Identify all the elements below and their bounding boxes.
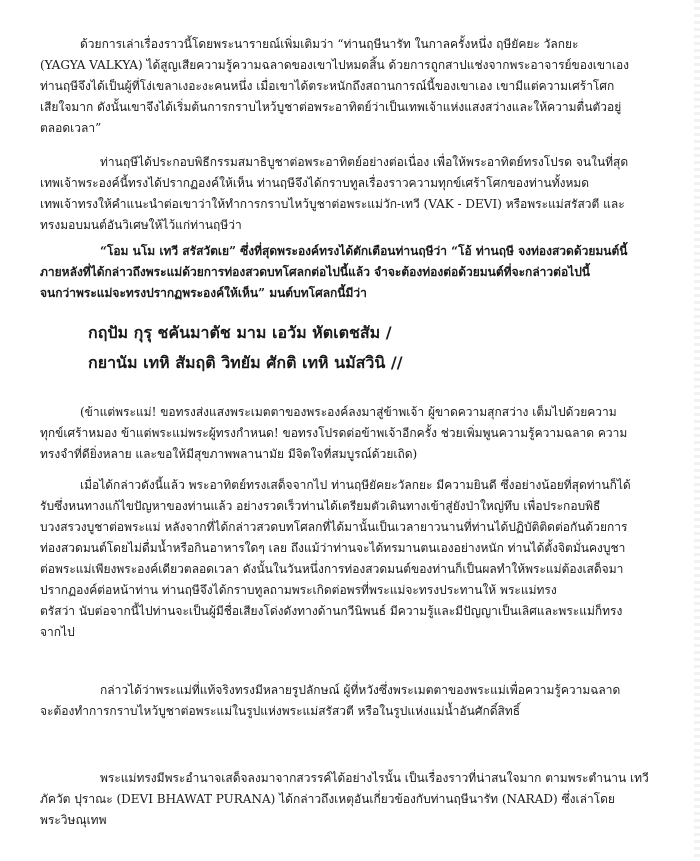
- paragraph-5: [40, 475, 680, 643]
- text-line: จะต้องทำการกราบไหว้บูชาต่อพระแม่ในรูปแห่งพระแม่สรัสวตี หรือในรูปแห่งแม่น้ำอันศักดิ์สิทธิ์: [40, 704, 521, 718]
- text-line: ทุกข์เศร้าหมอง ข้าแต่พระแม่พระผู้ทรงกำหนด! ขอทรงโปรดต่อข้าพเจ้าอีกครั้ง ช่วยเพิ่มพูนความรู้ความฉลาด ความ: [40, 426, 628, 440]
- text-line: ปรากฏองค์ต่อหน้าท่าน ท่านฤษีจึงได้กราบทูลถามพระเกิดต่อพรที่พระแม่จะทรงประทานให้ พระแม่ทรง: [40, 583, 557, 597]
- text-line: จากไป: [40, 625, 75, 639]
- text-line: ด้วยการเล่าเรื่องราวนี้โดยพระนารายณ์เพิ่มเติมว่า “ท่านฤษีนารัท ในกาลครั้งหนึ่ง ฤษียัคยะ วัลกยะ: [80, 37, 579, 51]
- mantra-line-1: กฤปัม กุรุ ชคันมาตัช มาม เอวัม หัตเตชสัม /: [88, 323, 392, 342]
- paragraph-7: [40, 768, 680, 831]
- text-line: ทรงมอบมนต์อันวิเศษให้ไว้แก่ท่านฤษีว่า: [40, 218, 242, 232]
- paragraph-6: [40, 680, 680, 722]
- text-line: ตรัสว่า นับต่อจากนี้ไปท่านจะเป็นผู้มีชื่อเสียงโด่งดังทางด้านกวีนิพนธ์ มีความรู้และมีปัญญาเป็นเลิศและพระแม่ก็ทรง: [40, 604, 623, 618]
- text-line: เมื่อได้กล่าวดังนี้แล้ว พระอาทิตย์ทรงเสด็จจากไป ท่านฤษียัคยะวัลกยะ มีความยินดี ซึ่งอย่างน้อยที่สุดท่านก็ได้: [80, 478, 631, 492]
- text-line: ท่องสวดมนต์โดยไม่ดื่มน้ำหรือกินอาหารใดๆ เลย ถึงแม้ว่าท่านจะได้ทรมานตนเองอย่างหนัก ท่านได้ตั้งจิตมั่นคงบูชา: [40, 541, 626, 555]
- text-line: (ข้าแต่พระแม่! ขอทรงส่งแสงพระเมตตาของพระองค์ลงมาสู่ข้าพเจ้า ผู้ขาดความสุกสว่าง เต็มไปด้วยความ: [80, 405, 617, 419]
- mantra-verse: [88, 318, 668, 378]
- text-line: บวงสรวงบูชาต่อพระแม่ หลังจากที่ได้กล่าวสวดบทโศลกที่ได้มานั้นเป็นเวลายาวนานที่ท่านได้ปฏิบัติติดต่อกันด้วยการ: [40, 520, 628, 534]
- text-line: พระวิษณุเทพ: [40, 813, 107, 827]
- text-line: เทพเจ้าทรงให้คำแนะนำต่อเขาว่าให้ทำการกราบไหว้บูชาต่อพระแม่วัก-เทวี (VAK - DEVI) หรือพระแม่สรัสวตี และ: [40, 197, 625, 211]
- text-line: ต่อพระแม่เพียงพระองค์เดียวตลอดเวลา ดังนั้นในวันหนึ่งการท่องสวดมนต์ของท่านก็เป็นผลทำให้พระแม่ต้องเสด็จมา: [40, 562, 624, 576]
- text-line: ท่านฤษีจึงได้เป็นผู้ที่โง่เขลาเงอะงะคนหนึ่ง เมื่อเขาได้ตระหนักถึงสถานการณ์นี้ของเขาเอง เขามีแต่ความเศร้าโศก: [40, 79, 615, 93]
- text-line: ทรงจำที่ดียิ่งหลาย และขอให้มีสุขภาพพลานามัย มีจิตใจที่สมบูรณ์ด้วยเถิด): [40, 447, 418, 461]
- scan-edge-shadow: [694, 0, 700, 861]
- text-line: (YAGYA VALKYA) ได้สูญเสียความรู้ความฉลาดของเขาไปหมดสิ้น ด้วยการถูกสาปแช่งจากพระอาจารย์ของเขาเอง: [40, 58, 630, 72]
- mantra-line-2: กยานัม เทหิ สัมฤติ วิทยัม ศักติ เทหิ นมัสวินิ //: [88, 353, 403, 372]
- text-line: ท่านฤษีได้ประกอบพิธีกรรมสมาธิบูชาต่อพระอาทิตย์อย่างต่อเนื่อง เพื่อให้พระอาทิตย์ทรงโปรด จนในที่สุด: [100, 155, 629, 169]
- paragraph-3-emphasis: [40, 241, 680, 304]
- text-line: ตลอดเวลา”: [40, 121, 102, 135]
- text-line: พระแม่ทรงมีพระอำนาจเสด็จลงมาจากสวรรค์ได้อย่างไรนั้น เป็นเรื่องราวที่น่าสนใจมาก ตามพระตำนาน เทวี: [100, 771, 649, 785]
- text-line: ภัควัต ปุราณะ (DEVI BHAWAT PURANA) ได้กล่าวถึงเหตุอันเกี่ยวข้องกับท่านฤษีนารัท (NARAD) ซึ่งเล่าโดย: [40, 792, 615, 806]
- text-line: เสียใจมาก ดังนั้นเขาจึงได้เริ่มต้นการกราบไหว้บูชาต่อพระอาทิตย์ว่าเป็นเทพเจ้าแห่งแสงสว่างและให้ความตื่นตัวอยู่: [40, 100, 622, 114]
- paragraph-2: [40, 152, 680, 236]
- text-line: รับซึ่งหนทางแก้ไขปัญหาของท่านแล้ว อย่างรวดเร็วท่านได้เตรียมตัวเดินทางเข้าสู่ยังป่าใหญ่ทึบ เพื่อประกอบพิธี: [40, 499, 601, 513]
- text-line: ภายหลังที่ได้กล่าวถึงพระแม่ด้วยการท่องสวดบทโศลกต่อไปนี้แล้ว จำจะต้องท่องต่อด้วยมนต์ที่จะกล่าวต่อไปนี้: [40, 265, 591, 279]
- text-line: จนกว่าพระแม่จะทรงปรากฏพระองค์ให้เห็น” มนต์บทโศลกนี้มีว่า: [40, 286, 367, 300]
- text-line: กล่าวได้ว่าพระแม่ที่แท้จริงทรงมีหลายรูปลักษณ์ ผู้ที่หวังซึ่งพระเมตตาของพระแม่เพื่อความรู้ความฉลาด: [100, 683, 621, 697]
- text-line: เทพเจ้าพระองค์นี้ทรงได้ปรากฏองค์ให้เห็น ท่านฤษีจึงได้กราบทูลเรื่องราวความทุกข์เศร้าโศกของท่านทั้งหมด: [40, 176, 590, 190]
- paragraph-1: [40, 34, 680, 139]
- paragraph-4-translation: [40, 402, 680, 465]
- text-line: “โอม นโม เทวี สรัสวัตเย” ซึ่งที่สุดพระองค์ทรงได้ตักเตือนท่านฤษีว่า “โอ้ ท่านฤษี จงท่องสวดด้วยมนต์นี้: [100, 244, 628, 258]
